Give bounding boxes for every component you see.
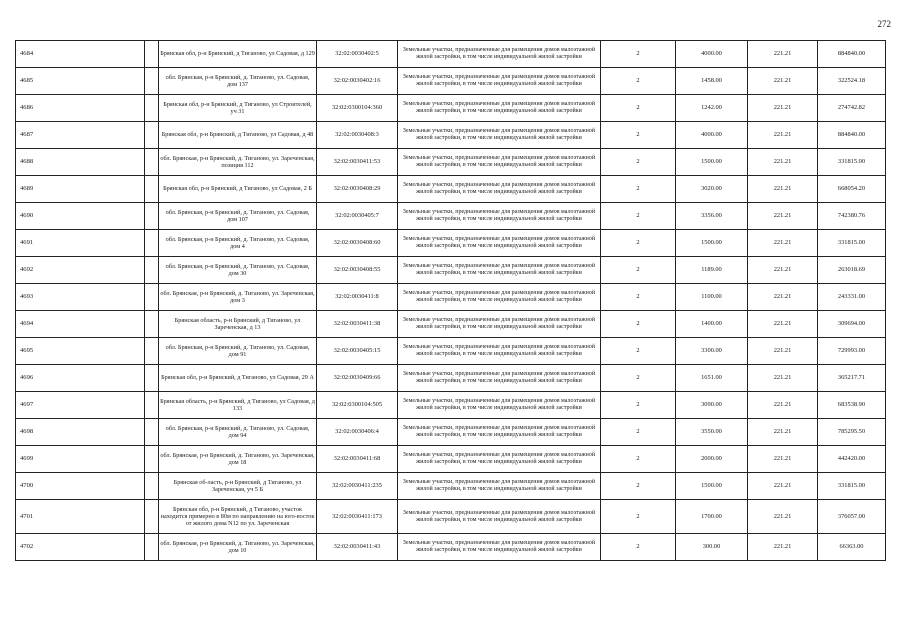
cadastral-number-cell: 32:02:0030408:60 <box>317 230 398 257</box>
spacer-cell <box>145 446 159 473</box>
group-cell: 2 <box>601 176 676 203</box>
row-number-cell: 4699 <box>16 446 145 473</box>
row-number-cell: 4702 <box>16 534 145 561</box>
address-cell: Брянская обл, р-н Брянский, д Тиганово, участок находится примерно в 80м по направлению на юго-восток от жилого дома N12 по ул. Зареченская <box>159 500 317 534</box>
spacer-cell <box>145 41 159 68</box>
cadastral-value-cell: 365217.71 <box>818 365 886 392</box>
row-number-cell: 4698 <box>16 419 145 446</box>
spacer-cell <box>145 419 159 446</box>
row-number-cell: 4687 <box>16 122 145 149</box>
table-row <box>16 311 886 338</box>
spacer-cell <box>145 534 159 561</box>
land-use-cell: Земельные участки, предназначенные для размещения домов малоэтажной жилой застройки, в том числе индивидуальной жилой застройки <box>398 122 601 149</box>
land-use-cell: Земельные участки, предназначенные для размещения домов малоэтажной жилой застройки, в том числе индивидуальной жилой застройки <box>398 500 601 534</box>
row-number-cell: 4692 <box>16 257 145 284</box>
cadastral-number-cell: 32:02:0030402:16 <box>317 68 398 95</box>
spacer-cell <box>145 68 159 95</box>
cadastral-value-cell: 884840.00 <box>818 41 886 68</box>
land-use-cell: Земельные участки, предназначенные для размещения домов малоэтажной жилой застройки, в том числе индивидуальной жилой застройки <box>398 257 601 284</box>
row-number-cell: 4685 <box>16 68 145 95</box>
row-number-cell: 4700 <box>16 473 145 500</box>
area-cell: 1500.00 <box>676 230 748 257</box>
cadastral-value-cell: 785295.50 <box>818 419 886 446</box>
cadastral-value-cell: 742380.76 <box>818 203 886 230</box>
table-row <box>16 149 886 176</box>
table-row <box>16 365 886 392</box>
cadastral-value-cell: 376057.00 <box>818 500 886 534</box>
area-cell: 2000.00 <box>676 446 748 473</box>
address-cell: обл. Брянская, р-н Брянский, д. Тиганово, ул. Зареченская, дом 18 <box>159 446 317 473</box>
address-cell: обл. Брянская, р-н Брянский, д. Тиганово, ул. Садовая, дом 94 <box>159 419 317 446</box>
rate-cell: 221.21 <box>748 257 818 284</box>
row-number-cell: 4693 <box>16 284 145 311</box>
table-row <box>16 230 886 257</box>
cadastral-value-cell: 331815.00 <box>818 149 886 176</box>
cadastral-value-cell: 263018.69 <box>818 257 886 284</box>
table-row <box>16 203 886 230</box>
group-cell: 2 <box>601 311 676 338</box>
land-use-cell: Земельные участки, предназначенные для размещения домов малоэтажной жилой застройки, в том числе индивидуальной жилой застройки <box>398 473 601 500</box>
cadastral-number-cell: 32:02:0300104:505 <box>317 392 398 419</box>
group-cell: 2 <box>601 392 676 419</box>
address-cell: Брянская область, р-н Брянский, д Тиганово, ул Зареченская, д 13 <box>159 311 317 338</box>
rate-cell: 221.21 <box>748 122 818 149</box>
group-cell: 2 <box>601 419 676 446</box>
row-number-cell: 4694 <box>16 311 145 338</box>
spacer-cell <box>145 149 159 176</box>
spacer-cell <box>145 365 159 392</box>
row-number-cell: 4697 <box>16 392 145 419</box>
land-use-cell: Земельные участки, предназначенные для размещения домов малоэтажной жилой застройки, в том числе индивидуальной жилой застройки <box>398 203 601 230</box>
table-row <box>16 68 886 95</box>
land-use-cell: Земельные участки, предназначенные для размещения домов малоэтажной жилой застройки, в том числе индивидуальной жилой застройки <box>398 176 601 203</box>
rate-cell: 221.21 <box>748 534 818 561</box>
area-cell: 1242.00 <box>676 95 748 122</box>
address-cell: обл. Брянская, р-н Брянский, д. Тиганово, ул. Садовая, дом 4 <box>159 230 317 257</box>
cadastral-value-cell: 309694.00 <box>818 311 886 338</box>
rate-cell: 221.21 <box>748 500 818 534</box>
area-cell: 4000.00 <box>676 122 748 149</box>
cadastral-number-cell: 32:02:0030409:66 <box>317 365 398 392</box>
cadastral-value-cell: 331815.00 <box>818 473 886 500</box>
rate-cell: 221.21 <box>748 473 818 500</box>
cadastral-number-cell: 32:02:0030408:55 <box>317 257 398 284</box>
address-cell: Брянская обл, р-н Брянский, д Тиганово, ул Садовая, д 129 <box>159 41 317 68</box>
address-cell: обл. Брянская, р-н Брянский, д. Тиганово, ул. Зареченская, дом 10 <box>159 534 317 561</box>
land-use-cell: Земельные участки, предназначенные для размещения домов малоэтажной жилой застройки, в том числе индивидуальной жилой застройки <box>398 392 601 419</box>
group-cell: 2 <box>601 230 676 257</box>
area-cell: 3090.00 <box>676 392 748 419</box>
cadastral-value-cell: 729993.00 <box>818 338 886 365</box>
table-row <box>16 257 886 284</box>
land-use-cell: Земельные участки, предназначенные для размещения домов малоэтажной жилой застройки, в том числе индивидуальной жилой застройки <box>398 365 601 392</box>
row-number-cell: 4686 <box>16 95 145 122</box>
row-number-cell: 4690 <box>16 203 145 230</box>
area-cell: 1189.00 <box>676 257 748 284</box>
group-cell: 2 <box>601 41 676 68</box>
area-cell: 1700.00 <box>676 500 748 534</box>
area-cell: 1458.00 <box>676 68 748 95</box>
spacer-cell <box>145 338 159 365</box>
address-cell: обл. Брянская, р-н Брянский, д. Тиганово, ул. Садовая, дом 30 <box>159 257 317 284</box>
table-row <box>16 41 886 68</box>
table-row <box>16 284 886 311</box>
cadastral-number-cell: 32:02:0030411:68 <box>317 446 398 473</box>
address-cell: обл. Брянская, р-н Брянский, д. Тиганово, ул. Садовая, дом 91 <box>159 338 317 365</box>
address-cell: Брянская область, р-н Брянский, д Тиганово, ул Садовая, д 133 <box>159 392 317 419</box>
rate-cell: 221.21 <box>748 41 818 68</box>
cadastral-number-cell: 32:02:0030406:4 <box>317 419 398 446</box>
land-use-cell: Земельные участки, предназначенные для размещения домов малоэтажной жилой застройки, в том числе индивидуальной жилой застройки <box>398 41 601 68</box>
land-use-cell: Земельные участки, предназначенные для размещения домов малоэтажной жилой застройки, в том числе индивидуальной жилой застройки <box>398 338 601 365</box>
address-cell: Брянская обл, р-н Брянский, д Тиганово, ул Строителей, уч 31 <box>159 95 317 122</box>
group-cell: 2 <box>601 257 676 284</box>
land-use-cell: Земельные участки, предназначенные для размещения домов малоэтажной жилой застройки, в том числе индивидуальной жилой застройки <box>398 534 601 561</box>
table-row <box>16 534 886 561</box>
cadastral-number-cell: 32:02:0030411:53 <box>317 149 398 176</box>
cadastral-number-cell: 32:02:0030411:8 <box>317 284 398 311</box>
area-cell: 1651.00 <box>676 365 748 392</box>
land-use-cell: Земельные участки, предназначенные для размещения домов малоэтажной жилой застройки, в том числе индивидуальной жилой застройки <box>398 446 601 473</box>
group-cell: 2 <box>601 68 676 95</box>
rate-cell: 221.21 <box>748 149 818 176</box>
cadastral-value-cell: 322524.18 <box>818 68 886 95</box>
cadastral-value-cell: 683538.90 <box>818 392 886 419</box>
cadastral-number-cell: 32:02:0030405:15 <box>317 338 398 365</box>
spacer-cell <box>145 203 159 230</box>
group-cell: 2 <box>601 203 676 230</box>
spacer-cell <box>145 230 159 257</box>
table-row <box>16 419 886 446</box>
address-cell: обл. Брянская, р-н Брянский, д. Тиганово, ул. Садовая, дом 137 <box>159 68 317 95</box>
address-cell: обл. Брянская, р-н Брянский, д. Тиганово, ул. Садовая, дом 107 <box>159 203 317 230</box>
cadastral-value-table <box>15 40 886 561</box>
rate-cell: 221.21 <box>748 419 818 446</box>
spacer-cell <box>145 500 159 534</box>
row-number-cell: 4684 <box>16 41 145 68</box>
row-number-cell: 4691 <box>16 230 145 257</box>
cadastral-number-cell: 32:02:0030408:3 <box>317 122 398 149</box>
spacer-cell <box>145 122 159 149</box>
spacer-cell <box>145 95 159 122</box>
cadastral-number-cell: 32:02:0030411:235 <box>317 473 398 500</box>
address-cell: обл. Брянская, р-н Брянский, д. Тиганово, ул. Зареченская, позиция 112 <box>159 149 317 176</box>
row-number-cell: 4689 <box>16 176 145 203</box>
area-cell: 3020.00 <box>676 176 748 203</box>
rate-cell: 221.21 <box>748 311 818 338</box>
row-number-cell: 4688 <box>16 149 145 176</box>
land-use-cell: Земельные участки, предназначенные для размещения домов малоэтажной жилой застройки, в том числе индивидуальной жилой застройки <box>398 419 601 446</box>
land-use-cell: Земельные участки, предназначенные для размещения домов малоэтажной жилой застройки, в том числе индивидуальной жилой застройки <box>398 68 601 95</box>
land-use-cell: Земельные участки, предназначенные для размещения домов малоэтажной жилой застройки, в том числе индивидуальной жилой застройки <box>398 95 601 122</box>
rate-cell: 221.21 <box>748 176 818 203</box>
address-cell: обл. Брянская, р-н Брянский, д. Тиганово, ул. Зареченская, дом 3 <box>159 284 317 311</box>
area-cell: 1400.00 <box>676 311 748 338</box>
rate-cell: 221.21 <box>748 95 818 122</box>
cadastral-number-cell: 32:02:0030411:173 <box>317 500 398 534</box>
group-cell: 2 <box>601 446 676 473</box>
area-cell: 3356.00 <box>676 203 748 230</box>
address-cell: Брянская обл, р-н Брянский, д Тиганово, ул Садовая, 2 Б <box>159 176 317 203</box>
table-row <box>16 176 886 203</box>
table-row <box>16 392 886 419</box>
rate-cell: 221.21 <box>748 203 818 230</box>
area-cell: 1100.00 <box>676 284 748 311</box>
cadastral-number-cell: 32:02:0030411:38 <box>317 311 398 338</box>
cadastral-number-cell: 32:02:0300104:360 <box>317 95 398 122</box>
group-cell: 2 <box>601 500 676 534</box>
cadastral-value-cell: 668054.20 <box>818 176 886 203</box>
spacer-cell <box>145 176 159 203</box>
rate-cell: 221.21 <box>748 392 818 419</box>
rate-cell: 221.21 <box>748 284 818 311</box>
table-row <box>16 338 886 365</box>
area-cell: 1500.00 <box>676 149 748 176</box>
group-cell: 2 <box>601 534 676 561</box>
cadastral-value-cell: 66363.00 <box>818 534 886 561</box>
land-use-cell: Земельные участки, предназначенные для размещения домов малоэтажной жилой застройки, в том числе индивидуальной жилой застройки <box>398 230 601 257</box>
group-cell: 2 <box>601 122 676 149</box>
row-number-cell: 4696 <box>16 365 145 392</box>
group-cell: 2 <box>601 338 676 365</box>
group-cell: 2 <box>601 365 676 392</box>
address-cell: Брянская обл, р-н Брянский, д Тиганово, ул Садовая, 29 А <box>159 365 317 392</box>
spacer-cell <box>145 284 159 311</box>
area-cell: 3300.00 <box>676 338 748 365</box>
rate-cell: 221.21 <box>748 230 818 257</box>
area-cell: 300.00 <box>676 534 748 561</box>
spacer-cell <box>145 257 159 284</box>
spacer-cell <box>145 311 159 338</box>
group-cell: 2 <box>601 284 676 311</box>
land-use-cell: Земельные участки, предназначенные для размещения домов малоэтажной жилой застройки, в том числе индивидуальной жилой застройки <box>398 284 601 311</box>
row-number-cell: 4695 <box>16 338 145 365</box>
table-row <box>16 473 886 500</box>
group-cell: 2 <box>601 149 676 176</box>
area-cell: 4000.00 <box>676 41 748 68</box>
row-number-cell: 4701 <box>16 500 145 534</box>
cadastral-number-cell: 32:02:0030405:7 <box>317 203 398 230</box>
cadastral-value-cell: 442420.00 <box>818 446 886 473</box>
table-row <box>16 122 886 149</box>
cadastral-value-cell: 243331.00 <box>818 284 886 311</box>
table-row <box>16 95 886 122</box>
cadastral-value-cell: 884840.00 <box>818 122 886 149</box>
address-cell: Брянская обл, р-н Брянский, д Тиганово, ул Садовая, д 48 <box>159 122 317 149</box>
page-number: 272 <box>877 19 891 29</box>
table-row <box>16 500 886 534</box>
group-cell: 2 <box>601 473 676 500</box>
cadastral-number-cell: 32:02:0030411:43 <box>317 534 398 561</box>
land-use-cell: Земельные участки, предназначенные для размещения домов малоэтажной жилой застройки, в том числе индивидуальной жилой застройки <box>398 149 601 176</box>
cadastral-number-cell: 32:02:0030408:29 <box>317 176 398 203</box>
spacer-cell <box>145 392 159 419</box>
rate-cell: 221.21 <box>748 446 818 473</box>
rate-cell: 221.21 <box>748 338 818 365</box>
rate-cell: 221.21 <box>748 365 818 392</box>
area-cell: 3550.00 <box>676 419 748 446</box>
area-cell: 1500.00 <box>676 473 748 500</box>
cadastral-value-cell: 331815.00 <box>818 230 886 257</box>
rate-cell: 221.21 <box>748 68 818 95</box>
cadastral-number-cell: 32:02:0030402:5 <box>317 41 398 68</box>
address-cell: Брянская об-ласть, р-н Брянский, д Тиганово, ул Зареченская, уч 5 Б <box>159 473 317 500</box>
cadastral-value-cell: 274742.82 <box>818 95 886 122</box>
group-cell: 2 <box>601 95 676 122</box>
table-row <box>16 446 886 473</box>
land-use-cell: Земельные участки, предназначенные для размещения домов малоэтажной жилой застройки, в том числе индивидуальной жилой застройки <box>398 311 601 338</box>
spacer-cell <box>145 473 159 500</box>
